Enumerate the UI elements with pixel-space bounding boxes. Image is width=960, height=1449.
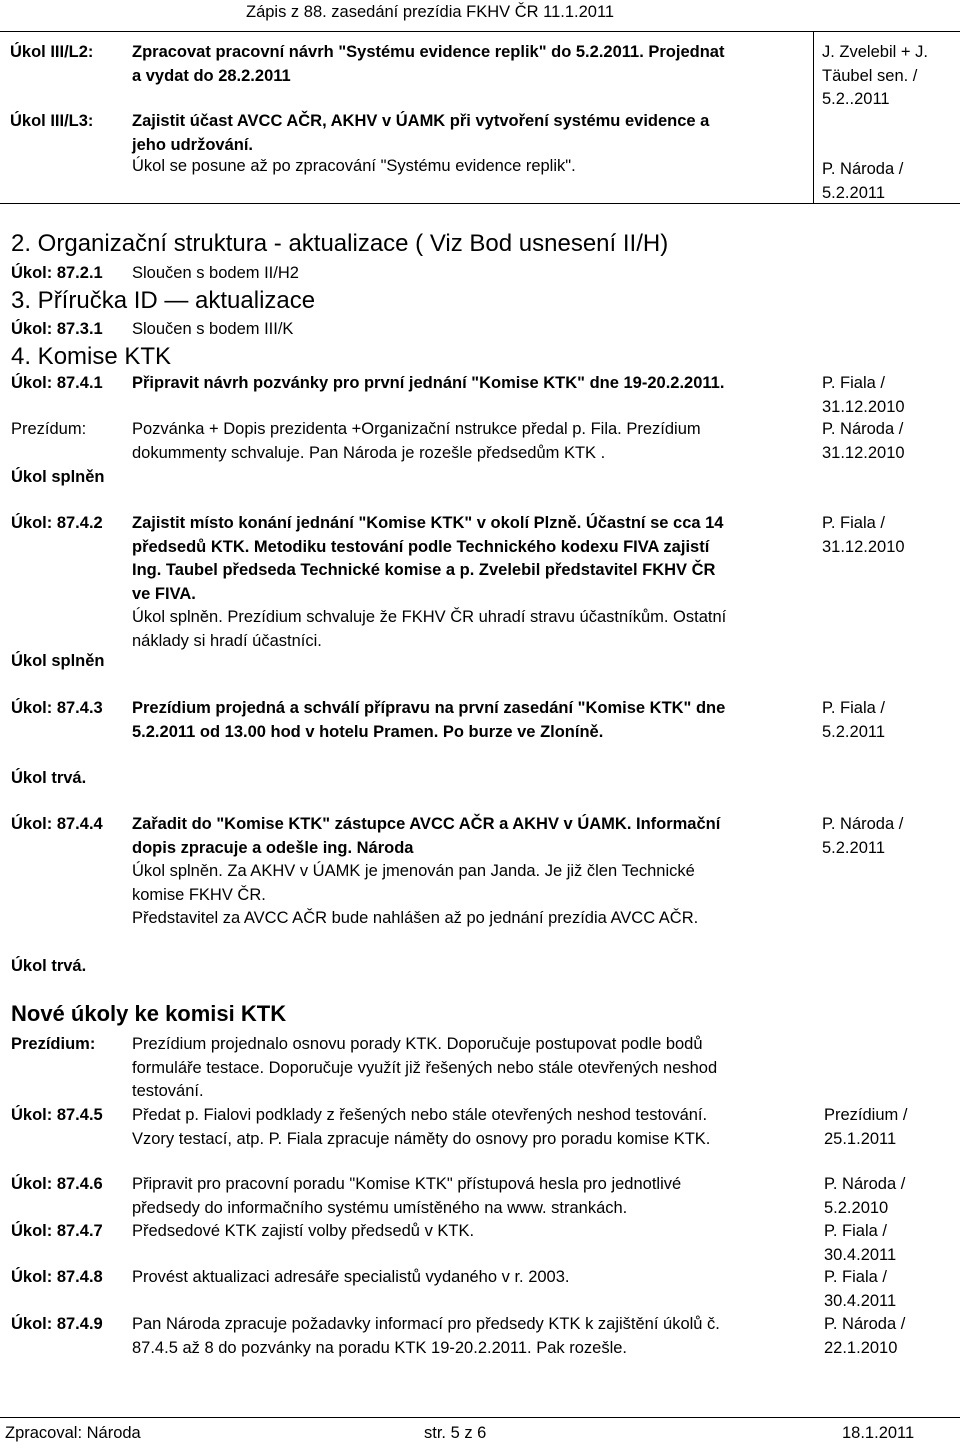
task-label: Úkol: 87.4.9	[11, 1315, 103, 1333]
task-text: Zařadit do "Komise KTK" zástupce AVCC AČR a AKHV v ÚAMK. Informační dopis zpracuje a odešle ing. Národa Úkol splněn. Za AKHV v ÚAMK je jmenován pan Janda. Je již člen Technické komise FKHV ČR. Představitel za AVCC AČR bude nahlášen až po jednání prezídia AVCC AČR.	[132, 815, 721, 927]
task-label: Úkol: 87.4.2	[11, 514, 103, 532]
task-responsible: Prezídium / 25.1.2011	[824, 1106, 908, 1148]
task-label: Úkol: 87.4.7	[11, 1222, 103, 1240]
task-label: Úkol III/L3:	[10, 112, 94, 130]
status-text: Úkol splněn	[11, 652, 105, 670]
task-responsible: P. Fiala / 30.4.2011	[824, 1268, 897, 1310]
task-label: Úkol III/L2:	[10, 43, 94, 61]
section-heading: Nové úkoly ke komisi KTK	[11, 1001, 287, 1026]
task-label: Úkol: 87.3.1	[11, 320, 103, 338]
section-heading: 4. Komise KTK	[11, 343, 172, 370]
section-heading: 2. Organizační struktura - aktualizace ( Viz Bod usnesení II/H)	[11, 230, 669, 257]
presidium-label: Prezídium:	[11, 1035, 96, 1053]
task-text: Sloučen s bodem II/H2	[132, 264, 299, 282]
task-label: Úkol: 87.4.6	[11, 1175, 103, 1193]
task-responsible: P. Národa / 5.2.2011	[822, 160, 904, 202]
status-text: Úkol trvá.	[11, 957, 87, 975]
task-text: Provést aktualizaci adresáře specialistů vydaného v r. 2003.	[132, 1268, 570, 1286]
footer-page: str. 5 z 6	[424, 1424, 487, 1442]
task-responsible: P. Národa / 5.2.2010	[824, 1175, 906, 1217]
task-text: Zajistit účast AVCC AČR, AKHV v ÚAMK při vytvoření systému evidence a jeho udržování. Úkol se posune až po zpracování "Systému evidence replik".	[132, 112, 710, 175]
task-responsible: P. Fiala / 31.12.2010	[822, 514, 905, 556]
task-text: Předat p. Fialovi podklady z řešených nebo stále otevřených neshod testování. Vzory testací, atp. P. Fiala zpracuje náměty do osnovy pro poradu komise KTK.	[132, 1106, 711, 1148]
task-text: Sloučen s bodem III/K	[132, 320, 294, 338]
task-text: Prezídium projedná a schválí přípravu na první zasedání "Komise KTK" dne 5.2.2011 od 13.00 hod v hotelu Pramen. Po burze ve Zloníně.	[132, 699, 726, 741]
task-label: Úkol: 87.4.3	[11, 699, 103, 717]
task-text: Zpracovat pracovní návrh "Systému evidence replik" do 5.2.2011. Projednat a vydat do 28.2.2011	[132, 43, 725, 85]
section-heading: 3. Příručka ID — aktualizace	[11, 287, 316, 314]
page-header-title: Zápis z 88. zasedání prezídia FKHV ČR 11.1.2011	[246, 3, 615, 21]
header-rule	[0, 31, 960, 32]
task-label: Úkol: 87.4.5	[11, 1106, 103, 1124]
task-label: Úkol: 87.4.4	[11, 815, 103, 833]
footer-author: Zpracoval: Národa	[5, 1424, 141, 1442]
task-text: Připravit pro pracovní poradu "Komise KTK" přístupová hesla pro jednotlivé předsedy do informačního systému umístěného na www. strankách.	[132, 1175, 682, 1217]
presidium-text: Pozvánka + Dopis prezidenta +Organizační nstrukce předal p. Fila. Prezídium dokummenty schvaluje. Pan Národa je rozešle předsedům KTK .	[132, 420, 701, 462]
task-responsible: P. Národa / 22.1.2010	[824, 1315, 906, 1357]
task-responsible: P. Fiala / 30.4.2011	[824, 1222, 897, 1264]
status-text: Úkol splněn	[11, 468, 105, 486]
task-responsible: P. Národa / 5.2.2011	[822, 815, 904, 857]
task-label: Úkol: 87.2.1	[11, 264, 103, 282]
table-column-divider	[813, 31, 814, 203]
task-text: Připravit návrh pozvánky pro první jednání "Komise KTK" dne 19-20.2.2011.	[132, 374, 725, 392]
task-text: Zajistit místo konání jednání "Komise KTK" v okolí Plzně. Účastní se cca 14 předsedů KTK. Metodiku testování podle Technického kodexu FIVA zajistí Ing. Taubel předseda Technické komise a p. Zvelebil představitel FKHV ČR ve FIVA. Úkol splněn. Prezídium schvaluje že FKHV ČR uhradí stravu účastníkům. Ostatní náklady si hradí účastníci.	[132, 514, 727, 650]
task-text: Pan Národa zpracuje požadavky informací pro předsedy KTK k zajištění úkolů č. 87.4.5 až 8 do pozvánky na poradu KTK 19-20.2.2011. Pak rozešle.	[132, 1315, 720, 1357]
presidium-label: Prezídum:	[11, 420, 87, 438]
task-responsible: P. Fiala / 31.12.2010	[822, 374, 905, 416]
presidium-text: Prezídium projednalo osnovu porady KTK. Doporučuje postupovat podle bodů formuláře testace. Doporučuje využít již řešených nebo stále otevřených neshod testování.	[132, 1035, 718, 1100]
task-label: Úkol: 87.4.8	[11, 1268, 103, 1286]
status-text: Úkol trvá.	[11, 769, 87, 787]
footer-date: 18.1.2011	[842, 1424, 915, 1442]
task-label: Úkol: 87.4.1	[11, 374, 103, 392]
task-responsible: P. Národa / 31.12.2010	[822, 420, 905, 462]
table-bottom-rule	[0, 203, 960, 204]
task-responsible: P. Fiala / 5.2.2011	[822, 699, 886, 741]
task-responsible: J. Zvelebil + J. Täubel sen. / 5.2..2011	[822, 43, 928, 108]
footer-rule	[0, 1417, 960, 1418]
task-text: Předsedové KTK zajistí volby předsedů v KTK.	[132, 1222, 475, 1240]
